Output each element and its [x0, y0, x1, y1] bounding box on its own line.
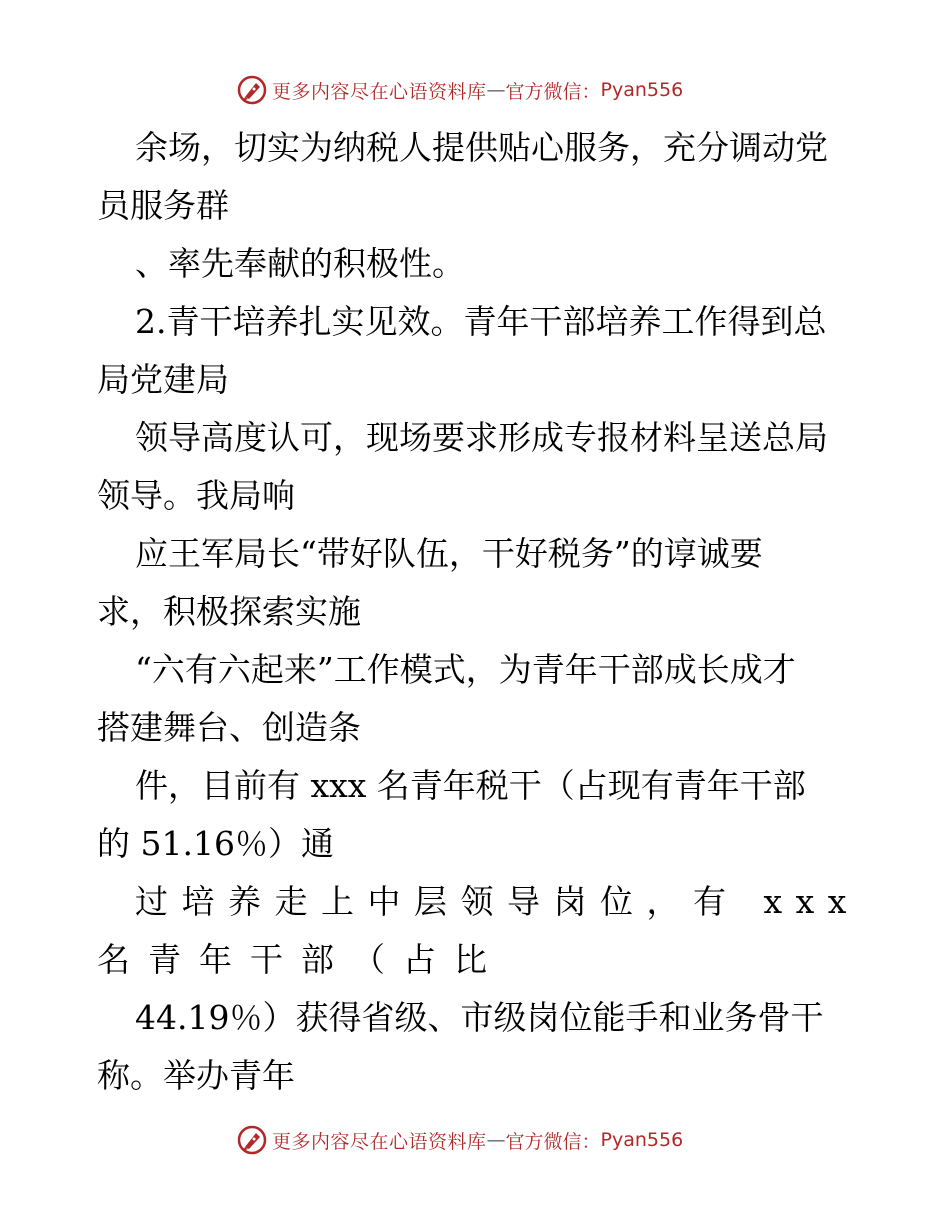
- body-line: 求，积极探索实施: [97, 592, 361, 631]
- body-line: 领导。我局响: [97, 476, 295, 515]
- body-line: 过培养走上中层领导岗位，有 xxx: [135, 882, 860, 921]
- header-brand-text: 更多内容尽在心语资料库: [272, 80, 487, 103]
- header-separator: —: [486, 79, 506, 101]
- body-line: “六有六起来”工作模式，为青年干部成长成才: [135, 650, 796, 689]
- footer-watermark: [236, 1122, 683, 1158]
- footer-separator: —: [486, 1129, 506, 1151]
- body-line: 名青年干部（占比: [97, 940, 505, 979]
- pen-nib-circle-icon: [236, 1124, 268, 1156]
- footer-wechat-id: Pyan556: [600, 1129, 684, 1151]
- body-line: 领导高度认可，现场要求形成专报材料呈送总局: [135, 418, 828, 457]
- header-wechat-id: Pyan556: [600, 79, 684, 101]
- header-watermark: [236, 72, 683, 108]
- body-line: 44.19％）获得省级、市级岗位能手和业务骨干: [135, 998, 824, 1037]
- body-line: 局党建局: [97, 360, 229, 399]
- footer-brand-text: 更多内容尽在心语资料库: [272, 1130, 487, 1153]
- pen-nib-circle-icon: [236, 74, 268, 106]
- body-line: 应王军局长“带好队伍，干好税务”的谆诚要: [135, 534, 763, 573]
- header-wechat-label: 官方微信：: [505, 80, 601, 103]
- body-line: 称。举办青年: [97, 1056, 295, 1095]
- footer-wechat-label: 官方微信：: [505, 1130, 601, 1153]
- body-line: 余场，切实为纳税人提供贴心服务，充分调动党: [135, 128, 828, 167]
- body-line: 员服务群: [97, 186, 229, 225]
- body-line: 2.青干培养扎实见效。青年干部培养工作得到总: [135, 302, 827, 341]
- document-body: [97, 119, 860, 1105]
- body-line: 搭建舞台、创造条: [97, 708, 361, 747]
- body-line: 的 51.16％）通: [97, 824, 334, 863]
- body-line: 、率先奉献的积极性。: [135, 244, 465, 283]
- body-line: 件，目前有 xxx 名青年税干（占现有青年干部: [135, 766, 806, 805]
